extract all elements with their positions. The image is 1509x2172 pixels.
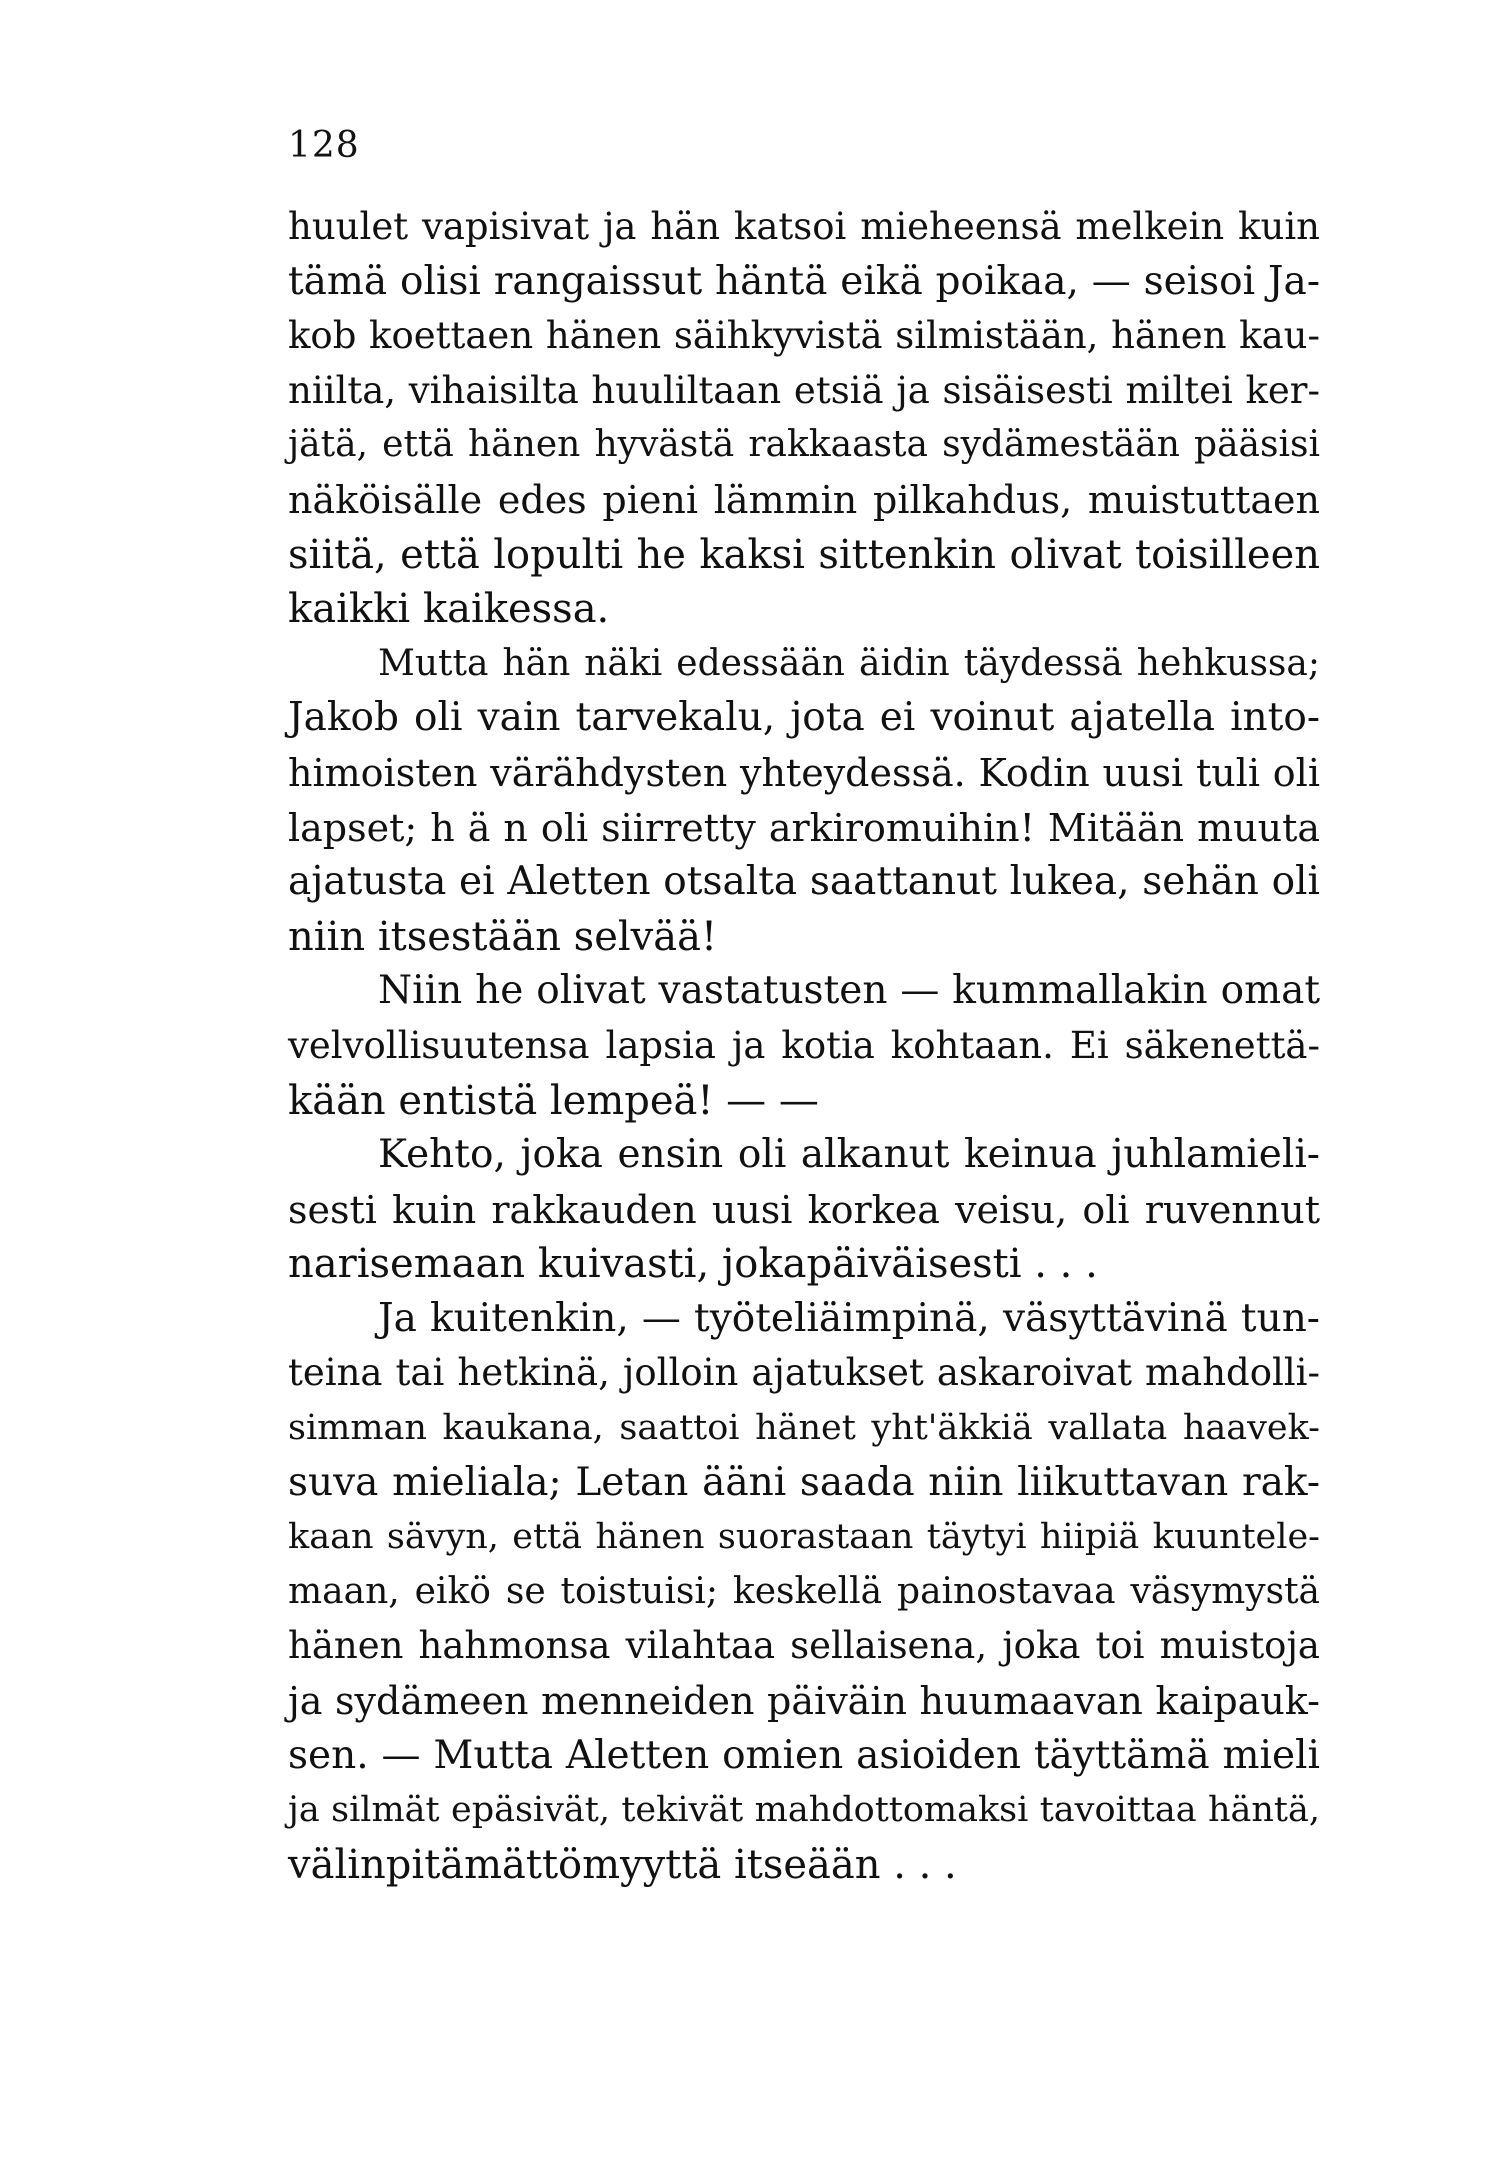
text-line: näköisälle edes pieni lämmin pilkahdus, muistuttaen [288, 477, 1320, 522]
text-line: ja sydämeen menneiden päiväin huumaavan kaipauk- [288, 1679, 1320, 1724]
text-line: sen. — Mutta Aletten omien asioiden täyttämä mieli [288, 1732, 1320, 1778]
text-line: niin itsestään selvää! [288, 913, 718, 960]
text-line: himoisten värähdysten yhteydessä. Kodin uusi tuli oli [288, 750, 1320, 795]
text-line: narisemaan kuivasti, jokapäiväisesti . . . [288, 1241, 1098, 1288]
text-line: siitä, että lopulti he kaksi sittenkin olivat toisilleen [288, 531, 1320, 578]
body-text [288, 200, 1320, 1892]
text-line: kaan sävyn, että hänen suorastaan täytyi hiipiä kuuntele- [288, 1517, 1320, 1558]
text-line: huulet vapisivat ja hän katsoi mieheensä melkein kuin [288, 205, 1320, 248]
text-line: Niin he olivat vastatusten — kummallakin omat [378, 968, 1320, 1014]
text-line: ajatusta ei Aletten otsalta saattanut lukea, sehän oli [288, 859, 1320, 905]
text-line: ja silmät epäsivät, tekivät mahdottomaksi tavoittaa häntä, [288, 1790, 1320, 1831]
text-line: velvollisuutensa lapsia ja kotia kohtaan. Ei säkenettä- [288, 1023, 1320, 1067]
text-line: tämä olisi rangaissut häntä eikä poikaa, — seisoi Ja- [288, 258, 1320, 304]
text-line: kaikki kaikessa. [288, 586, 610, 633]
page-number: 128 [288, 125, 360, 166]
text-line: Ja kuitenkin, — työteliäimpinä, väsyttävinä tun- [378, 1295, 1320, 1341]
text-line: hänen hahmonsa vilahtaa sellaisena, joka toi muistoja [288, 1624, 1320, 1668]
text-line: suva mieliala; Letan ääni saada niin liikuttavan rak- [288, 1459, 1320, 1505]
text-line: simman kaukana, saattoi hänet yht'äkkiä vallata haavek- [288, 1408, 1320, 1449]
text-line: sesti kuin rakkauden uusi korkea veisu, oli ruvennut [288, 1187, 1320, 1232]
text-line: välinpitämättömyyttä itseään . . . [288, 1841, 957, 1888]
text-line: kob koettaen hänen säihkyvistä silmistään, hänen kau- [288, 314, 1320, 358]
text-line: lapset; h ä n oli siirretty arkiromuihin! Mitään muuta [288, 805, 1320, 850]
text-line: kään entistä lempeä! — — [288, 1077, 819, 1124]
text-line: teina tai hetkinä, jolloin ajatukset askaroivat mahdolli- [288, 1351, 1320, 1395]
text-line: maan, eikö se toistuisi; keskellä painostavaa väsymystä [288, 1570, 1320, 1612]
text-line: Kehto, joka ensin oli alkanut keinua juhlamieli- [378, 1132, 1320, 1178]
text-line: Jakob oli vain tarvekalu, jota ei voinut ajatella into- [288, 695, 1320, 741]
text-line: Mutta hän näki edessään äidin täydessä hehkussa; [378, 642, 1320, 684]
text-line: niilta, vihaisilta huuliltaan etsiä ja sisäisesti miltei ker- [288, 368, 1320, 412]
text-line: jätä, että hänen hyvästä rakkaasta sydämestään pääsisi [288, 424, 1320, 466]
